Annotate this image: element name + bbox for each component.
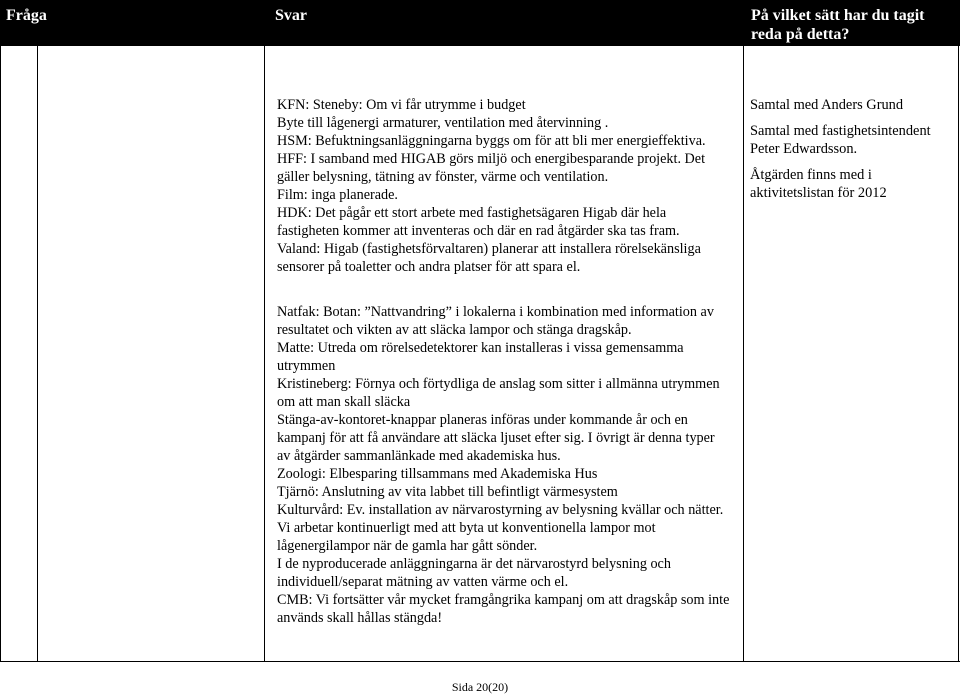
- answer-line: kampanj för att få användare att släcka ljuset efter sig. I övrigt är denna typer: [277, 430, 715, 446]
- column-divider-3: [743, 46, 744, 662]
- how-source-2-line2: Peter Edwardsson.: [750, 141, 858, 157]
- page-number: Sida 20(20): [451, 680, 509, 694]
- answer-line: Stänga-av-kontoret-knappar planeras införas under kommande år och en: [277, 412, 688, 428]
- answer-line: Vi arbetar kontinuerligt med att byta ut konventionella lampor mot: [277, 520, 656, 536]
- answer-line: resultatet och vikten av att släcka lampor och stänga dragskåp.: [277, 322, 632, 338]
- answer-line: KFN: Steneby: Om vi får utrymme i budget: [277, 97, 526, 113]
- answer-line: Kristineberg: Förnya och förtydliga de anslag som sitter i allmänna utrymmen: [277, 376, 720, 392]
- answer-line: HSM: Befuktningsanläggningarna byggs om för att bli mer energieffektiva.: [277, 133, 706, 149]
- answer-line: Valand: Higab (fastighetsförvaltaren) planerar att installera rörelsekänsliga: [277, 241, 701, 257]
- header-answer: Svar: [275, 7, 307, 24]
- answer-line: HDK: Det pågår ett stort arbete med fastighetsägaren Higab där hela: [277, 205, 667, 221]
- answer-line: används skall hållas stängda!: [277, 610, 443, 626]
- answer-line: Tjärnö: Anslutning av vita labbet till befintligt värmesystem: [277, 484, 618, 500]
- answer-line: gäller belysning, tätning av fönster, värme och ventilation.: [277, 169, 609, 185]
- answer-line: HFF: I samband med HIGAB görs miljö och energibesparande projekt. Det: [277, 151, 706, 167]
- header-question: Fråga: [6, 7, 47, 24]
- answer-line: Matte: Utreda om rörelsedetektorer kan installeras i vissa gemensamma: [277, 340, 684, 356]
- answer-line: Zoologi: Elbesparing tillsammans med Akademiska Hus: [277, 466, 598, 482]
- answer-line: fastigheten kommer att inventeras och där en rad åtgärder ska tas fram.: [277, 223, 680, 239]
- answer-block-2: [277, 303, 729, 627]
- table-bottom-border: [0, 661, 960, 662]
- answer-line: CMB: Vi fortsätter vår mycket framgångrika kampanj om att dragskåp som inte: [277, 592, 730, 608]
- answer-line: om att man skall släcka: [277, 394, 411, 410]
- how-source-2-line1: Samtal med fastighetsintendent: [750, 123, 931, 139]
- table-header: [0, 0, 960, 46]
- table-border-left: [0, 46, 1, 662]
- column-divider-2: [264, 46, 265, 662]
- answer-line: sensorer på toaletter och andra platser för att spara el.: [277, 259, 581, 275]
- how-source-3-line2: aktivitetslistan för 2012: [750, 185, 887, 201]
- answer-line: av åtgärder sammanlänkade med akademiska hus.: [277, 448, 561, 464]
- answer-line: Kulturvård: Ev. installation av närvarostyrning av belysning kvällar och nätter.: [277, 502, 724, 518]
- column-divider-1: [37, 46, 38, 662]
- how-column: [750, 96, 931, 202]
- answer-line: Film: inga planerade.: [277, 187, 398, 203]
- answer-line: Natfak: Botan: ”Nattvandring” i lokalerna i kombination med information av: [277, 304, 714, 320]
- answer-line: lågenergilampor när de gamla har gått sönder.: [277, 538, 538, 554]
- answer-line: I de nyproducerade anläggningarna är det närvarostyrd belysning och: [277, 556, 671, 572]
- answer-line: individuell/separat mätning av vatten värme och el.: [277, 574, 569, 590]
- answer-block-1: [277, 96, 706, 276]
- how-source-3-line1: Åtgärden finns med i: [750, 167, 872, 183]
- answer-line: utrymmen: [277, 358, 336, 374]
- header-how: På vilket sätt har du tagit reda på detta?: [751, 7, 925, 43]
- table-border-right: [958, 46, 959, 662]
- answer-line: Byte till lågenergi armaturer, ventilation med återvinning .: [277, 115, 609, 131]
- how-source-1: Samtal med Anders Grund: [750, 97, 904, 113]
